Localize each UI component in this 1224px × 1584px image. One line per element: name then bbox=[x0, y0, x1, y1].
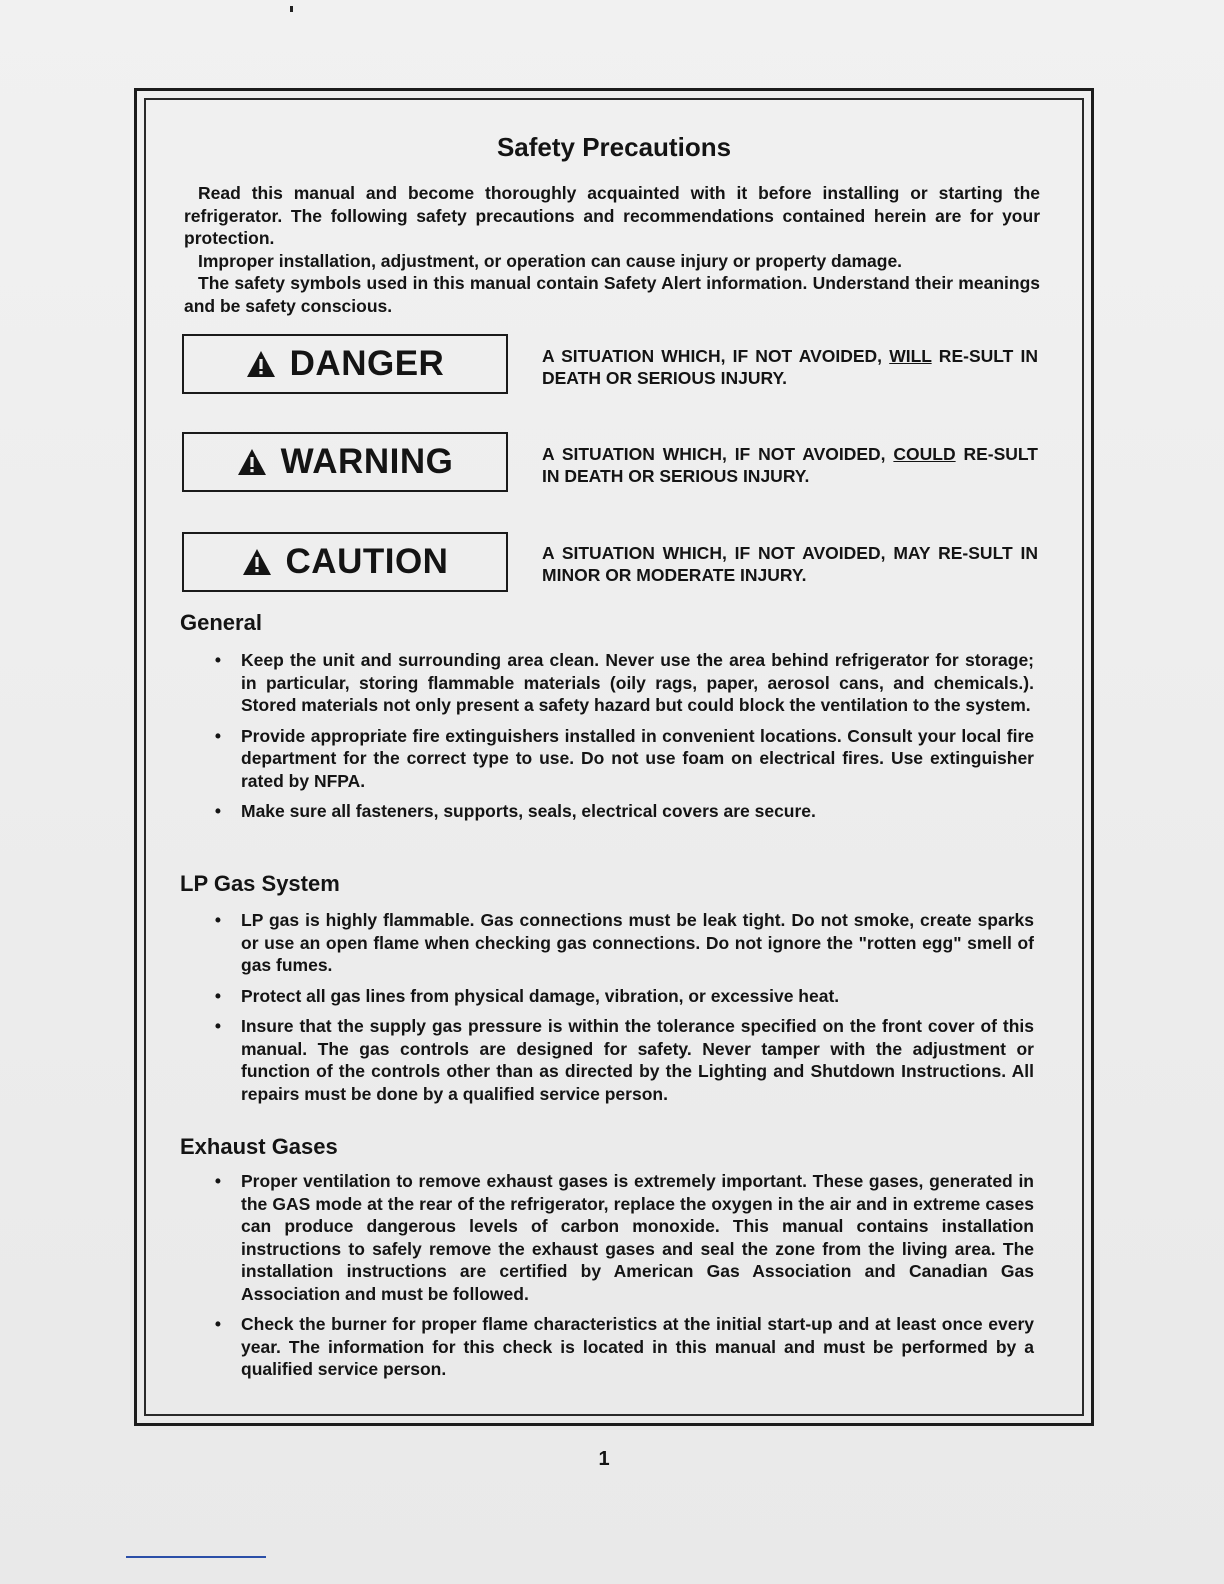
section-heading-lp-gas: LP Gas System bbox=[180, 871, 340, 896]
caution-box bbox=[182, 532, 508, 592]
description-text: A SITUATION WHICH, IF NOT AVOIDED, bbox=[542, 543, 894, 563]
section-heading-general: General bbox=[180, 610, 262, 635]
intro-paragraph: Read this manual and become thoroughly acquainted with it before installing or starting the refrigerator. The following safety precautions and recommendations contained herein are for your protection. bbox=[184, 183, 1040, 248]
list-item bbox=[212, 649, 1034, 717]
intro-paragraph: Improper installation, adjustment, or operation can cause injury or property damage. bbox=[198, 250, 903, 271]
bullet-icon: • bbox=[214, 1314, 222, 1334]
list-item-text: Check the burner for proper flame characteristics at the initial start-up and at least once every year. The information for this check is located in this manual and must be performed by a qualified service person. bbox=[241, 1314, 1034, 1379]
description-keyword: WILL bbox=[889, 346, 932, 366]
warning-triangle-icon bbox=[242, 548, 272, 576]
list-item bbox=[212, 985, 1034, 1008]
bullet-icon: • bbox=[214, 650, 222, 670]
page-number: 1 bbox=[598, 1448, 610, 1470]
bullet-icon: • bbox=[214, 725, 222, 746]
bullet-icon: • bbox=[214, 985, 222, 1006]
list-item-text: Insure that the supply gas pressure is within the tolerance specified on the front cover of this manual. The gas controls are designed for safety. Never tamper with the adjustment or function of the controls other than as directed by the Lighting and Shutdown Instructions. All repairs must be done by a qualified service person. bbox=[241, 1016, 1034, 1104]
list-item-text: Provide appropriate fire extinguishers installed in convenient locations. Consult your local fire department for the correct type to use. Do not use foam on electrical fires. Use extinguisher rated by NFPA. bbox=[241, 725, 1034, 791]
list-item-text: LP gas is highly flammable. Gas connections must be leak tight. Do not smoke, create sparks or use an open flame when checking gas connections. Do not ignore the "rotten egg" smell of gas fumes. bbox=[241, 910, 1034, 975]
intro-text bbox=[184, 182, 1040, 317]
scan-mark bbox=[290, 6, 293, 12]
bullet-icon: • bbox=[214, 801, 222, 821]
intro-paragraph: The safety symbols used in this manual contain Safety Alert information. Understand their meanings and be safety conscious. bbox=[184, 273, 1040, 316]
description-text: RE-SULT IN DEATH OR SERIOUS INJURY. bbox=[542, 346, 1038, 388]
description-text: A SITUATION WHICH, IF NOT AVOIDED, bbox=[542, 346, 890, 366]
page-title: Safety Precautions bbox=[496, 132, 732, 162]
list-item bbox=[212, 1015, 1034, 1105]
warning-description bbox=[542, 443, 1038, 487]
list-item-text: Protect all gas lines from physical damage, vibration, or excessive heat. bbox=[241, 985, 840, 1006]
bullet-icon: • bbox=[214, 1016, 222, 1036]
list-item-text: Keep the unit and surrounding area clean. Never use the area behind refrigerator for storage; in particular, storing flammable materials (oily rags, paper, aerosol cans, and chemicals.). Stored materials not only present a safety hazard but could block the ventilation to the system. bbox=[241, 650, 1034, 715]
general-list bbox=[212, 649, 1034, 831]
list-item bbox=[212, 1170, 1034, 1305]
lp-gas-list bbox=[212, 909, 1034, 1113]
caution-description bbox=[542, 542, 1038, 586]
list-item bbox=[212, 909, 1034, 977]
signal-word-caution: CAUTION bbox=[285, 542, 449, 581]
description-keyword: MAY bbox=[893, 543, 931, 563]
warning-box bbox=[182, 432, 508, 492]
warning-triangle-icon bbox=[246, 350, 276, 378]
list-item-text: Proper ventilation to remove exhaust gases is extremely important. These gases, generated in the GAS mode at the rear of the refrigerator, replace the oxygen in the air and in extreme cases can produce dangerous levels of carbon monoxide. This manual contains installation instructions to safely remove the exhaust gases and seal the zone from the living area. The installation instructions are certified by American Gas Association and Canadian Gas Association and must be followed. bbox=[241, 1171, 1034, 1304]
exhaust-gases-list bbox=[212, 1170, 1034, 1389]
bullet-icon: • bbox=[214, 910, 222, 930]
signal-word-danger: DANGER bbox=[289, 344, 445, 383]
bullet-icon: • bbox=[214, 1171, 222, 1191]
description-keyword: COULD bbox=[893, 444, 956, 464]
description-text: RE-SULT IN MINOR OR MODERATE INJURY. bbox=[542, 543, 1038, 585]
list-item bbox=[212, 725, 1034, 793]
warning-triangle-icon bbox=[237, 448, 267, 476]
danger-box bbox=[182, 334, 508, 394]
description-text: A SITUATION WHICH, IF NOT AVOIDED, bbox=[542, 444, 894, 464]
list-item-text: Make sure all fasteners, supports, seals, electrical covers are secure. bbox=[241, 801, 816, 821]
signal-word-warning: WARNING bbox=[280, 442, 454, 481]
section-heading-exhaust-gases: Exhaust Gases bbox=[180, 1134, 338, 1159]
danger-description bbox=[542, 345, 1038, 389]
list-item bbox=[212, 1313, 1034, 1381]
description-text: RE-SULT IN DEATH OR SERIOUS INJURY. bbox=[542, 444, 1038, 486]
scan-edge-line bbox=[126, 1556, 266, 1558]
list-item bbox=[212, 800, 1034, 823]
